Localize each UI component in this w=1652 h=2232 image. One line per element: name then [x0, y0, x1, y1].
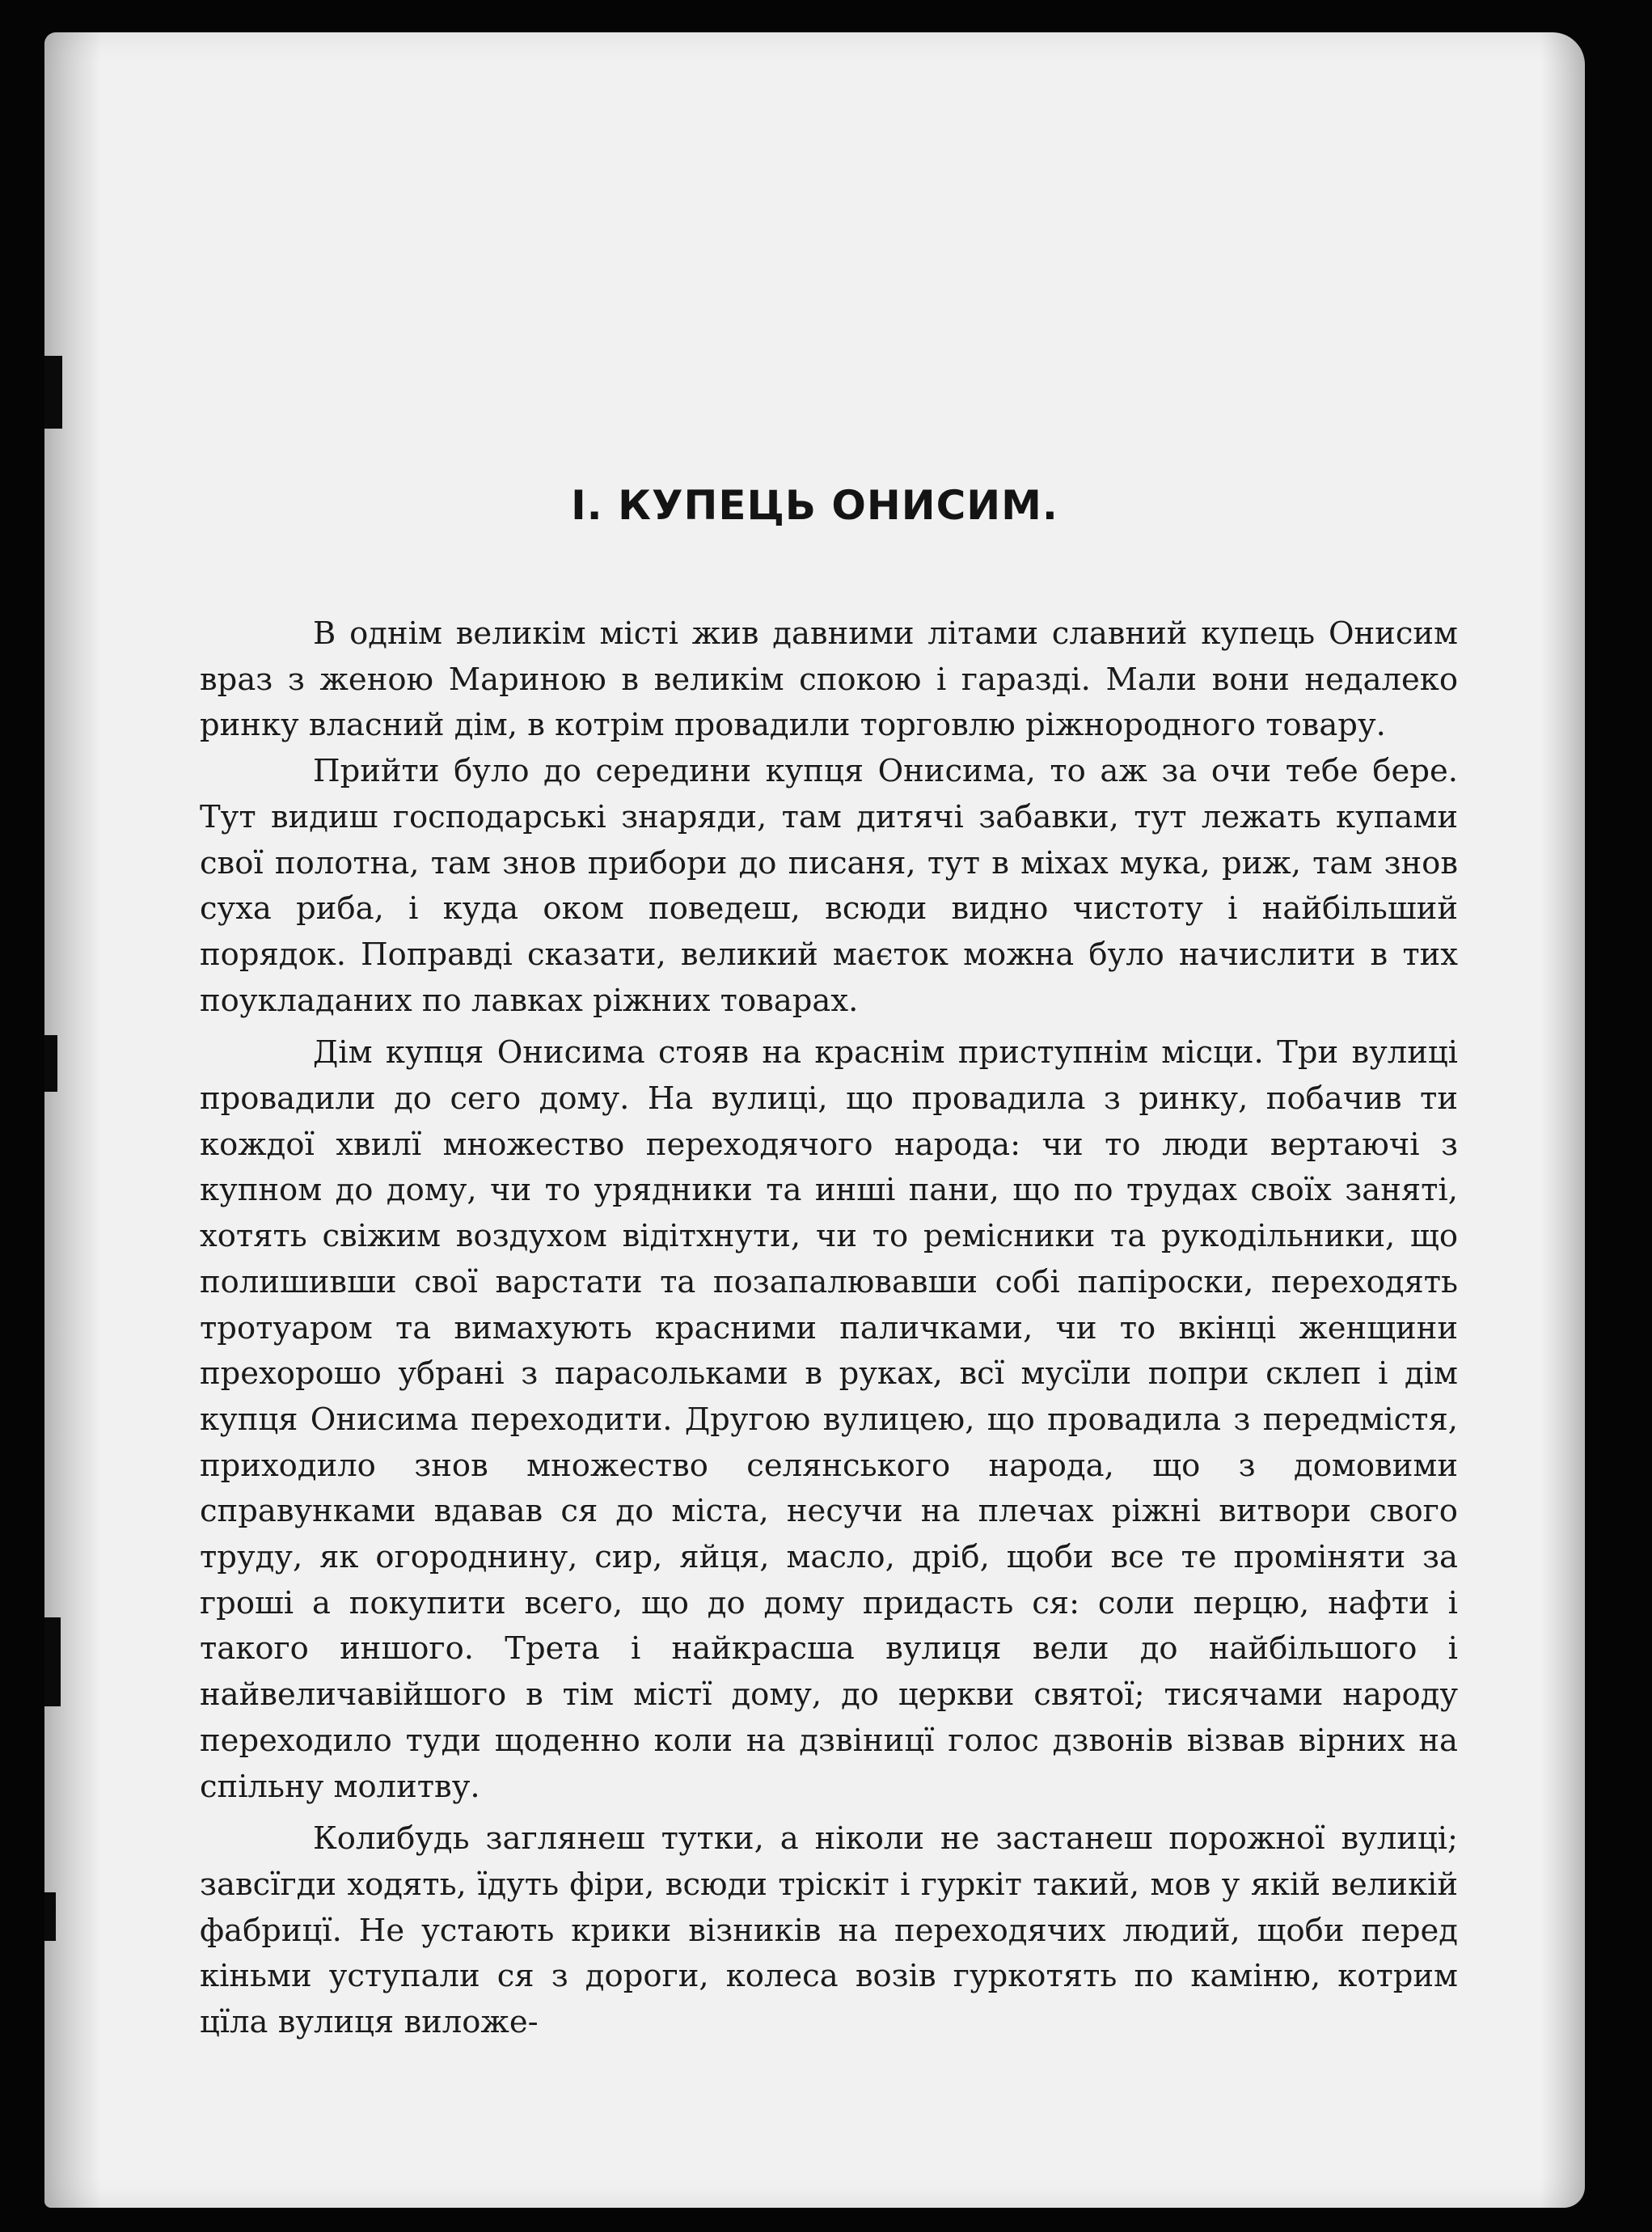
book-page	[44, 32, 1585, 2208]
page-tear-mark	[44, 1035, 57, 1092]
paragraph: Прийти було до середини купця Онисима, то аж за очи тебе бере. Тут видиш господарські знаряди, там дитячі забавки, тут лежать купами свої полотна, там знов прибори до писаня, тут в міхах мука, риж, там знов суха риба, і куда оком поведеш, всюди видно чистоту і найбільший порядок. Поправді сказати, великий маєток можна було начислити в тих поукладаних по лавках ріжних товарах.	[200, 753, 1458, 1019]
paragraph: В однім великім місті жив давними літами славний купець Онисим враз з женою Мариною в великім спокою і гаразді. Мали вони недалеко ринку власний дім, в котрім провадили торговлю ріжнородного товару.	[200, 615, 1458, 744]
page-edge-shadow-right	[1540, 32, 1585, 2208]
page-tear-mark	[44, 1617, 61, 1706]
paragraph: Колибудь заглянеш тутки, а ніколи не застанеш порожної вулиці; завсїгди ходять, їдуть фіри, всюди тріскіт і гуркіт такий, мов у якій великій фабрицї. Не устають крики візників на переходячих людий, щоби перед кіньми уступали ся з дороги, колеса возів гуркотять по каміню, котрим цїла вулиця виложе-	[200, 1820, 1458, 2041]
chapter-title: І. КУПЕЦЬ ОНИСИМ.	[571, 482, 1058, 529]
page-tear-mark	[44, 1892, 56, 1941]
page-tear-mark	[44, 356, 62, 429]
chapter-body	[200, 611, 1458, 2046]
paragraph: Дім купця Онисима стояв на краснім приступнім місци. Три вулиці провадили до сего дому. На вулиці, що провадила з ринку, побачив ти кождої хвилї множество переходячого народа: чи то люди вертаючі з купном до дому, чи то урядники та инші пани, що по трудах своїх заняті, хотять свіжим воздухом відітхнути, чи то ремісники та рукодільники, що полишивши свої варстати та позапалювавши собі папіроски, переходять тротуаром та вимахують красними паличками, чи то вкінці женщини прехорошо убрані з парасольками в руках, всї мусїли попри склеп і дім купця Онисима переходити. Другою вулицею, що провадила з передмістя, приходило знов множество селянського народа, що з домовими справунками вдавав ся до міста, несучи на плечах ріжні витвори свого труду, як огороднину, сир, яйця, масло, дріб, щоби все те проміняти за гроші а покупити всего, що до дому придасть ся: соли перцю, нафти і такого иншого. Трета і найкрасша вулиця вели до найбільшого і найвеличавійшого в тім містї дому, до церкви святої; тисячами народу переходило туди щоденно коли на дзвіницї голос дзвонів візвав вірних на спільну молитву.	[200, 1034, 1458, 1805]
